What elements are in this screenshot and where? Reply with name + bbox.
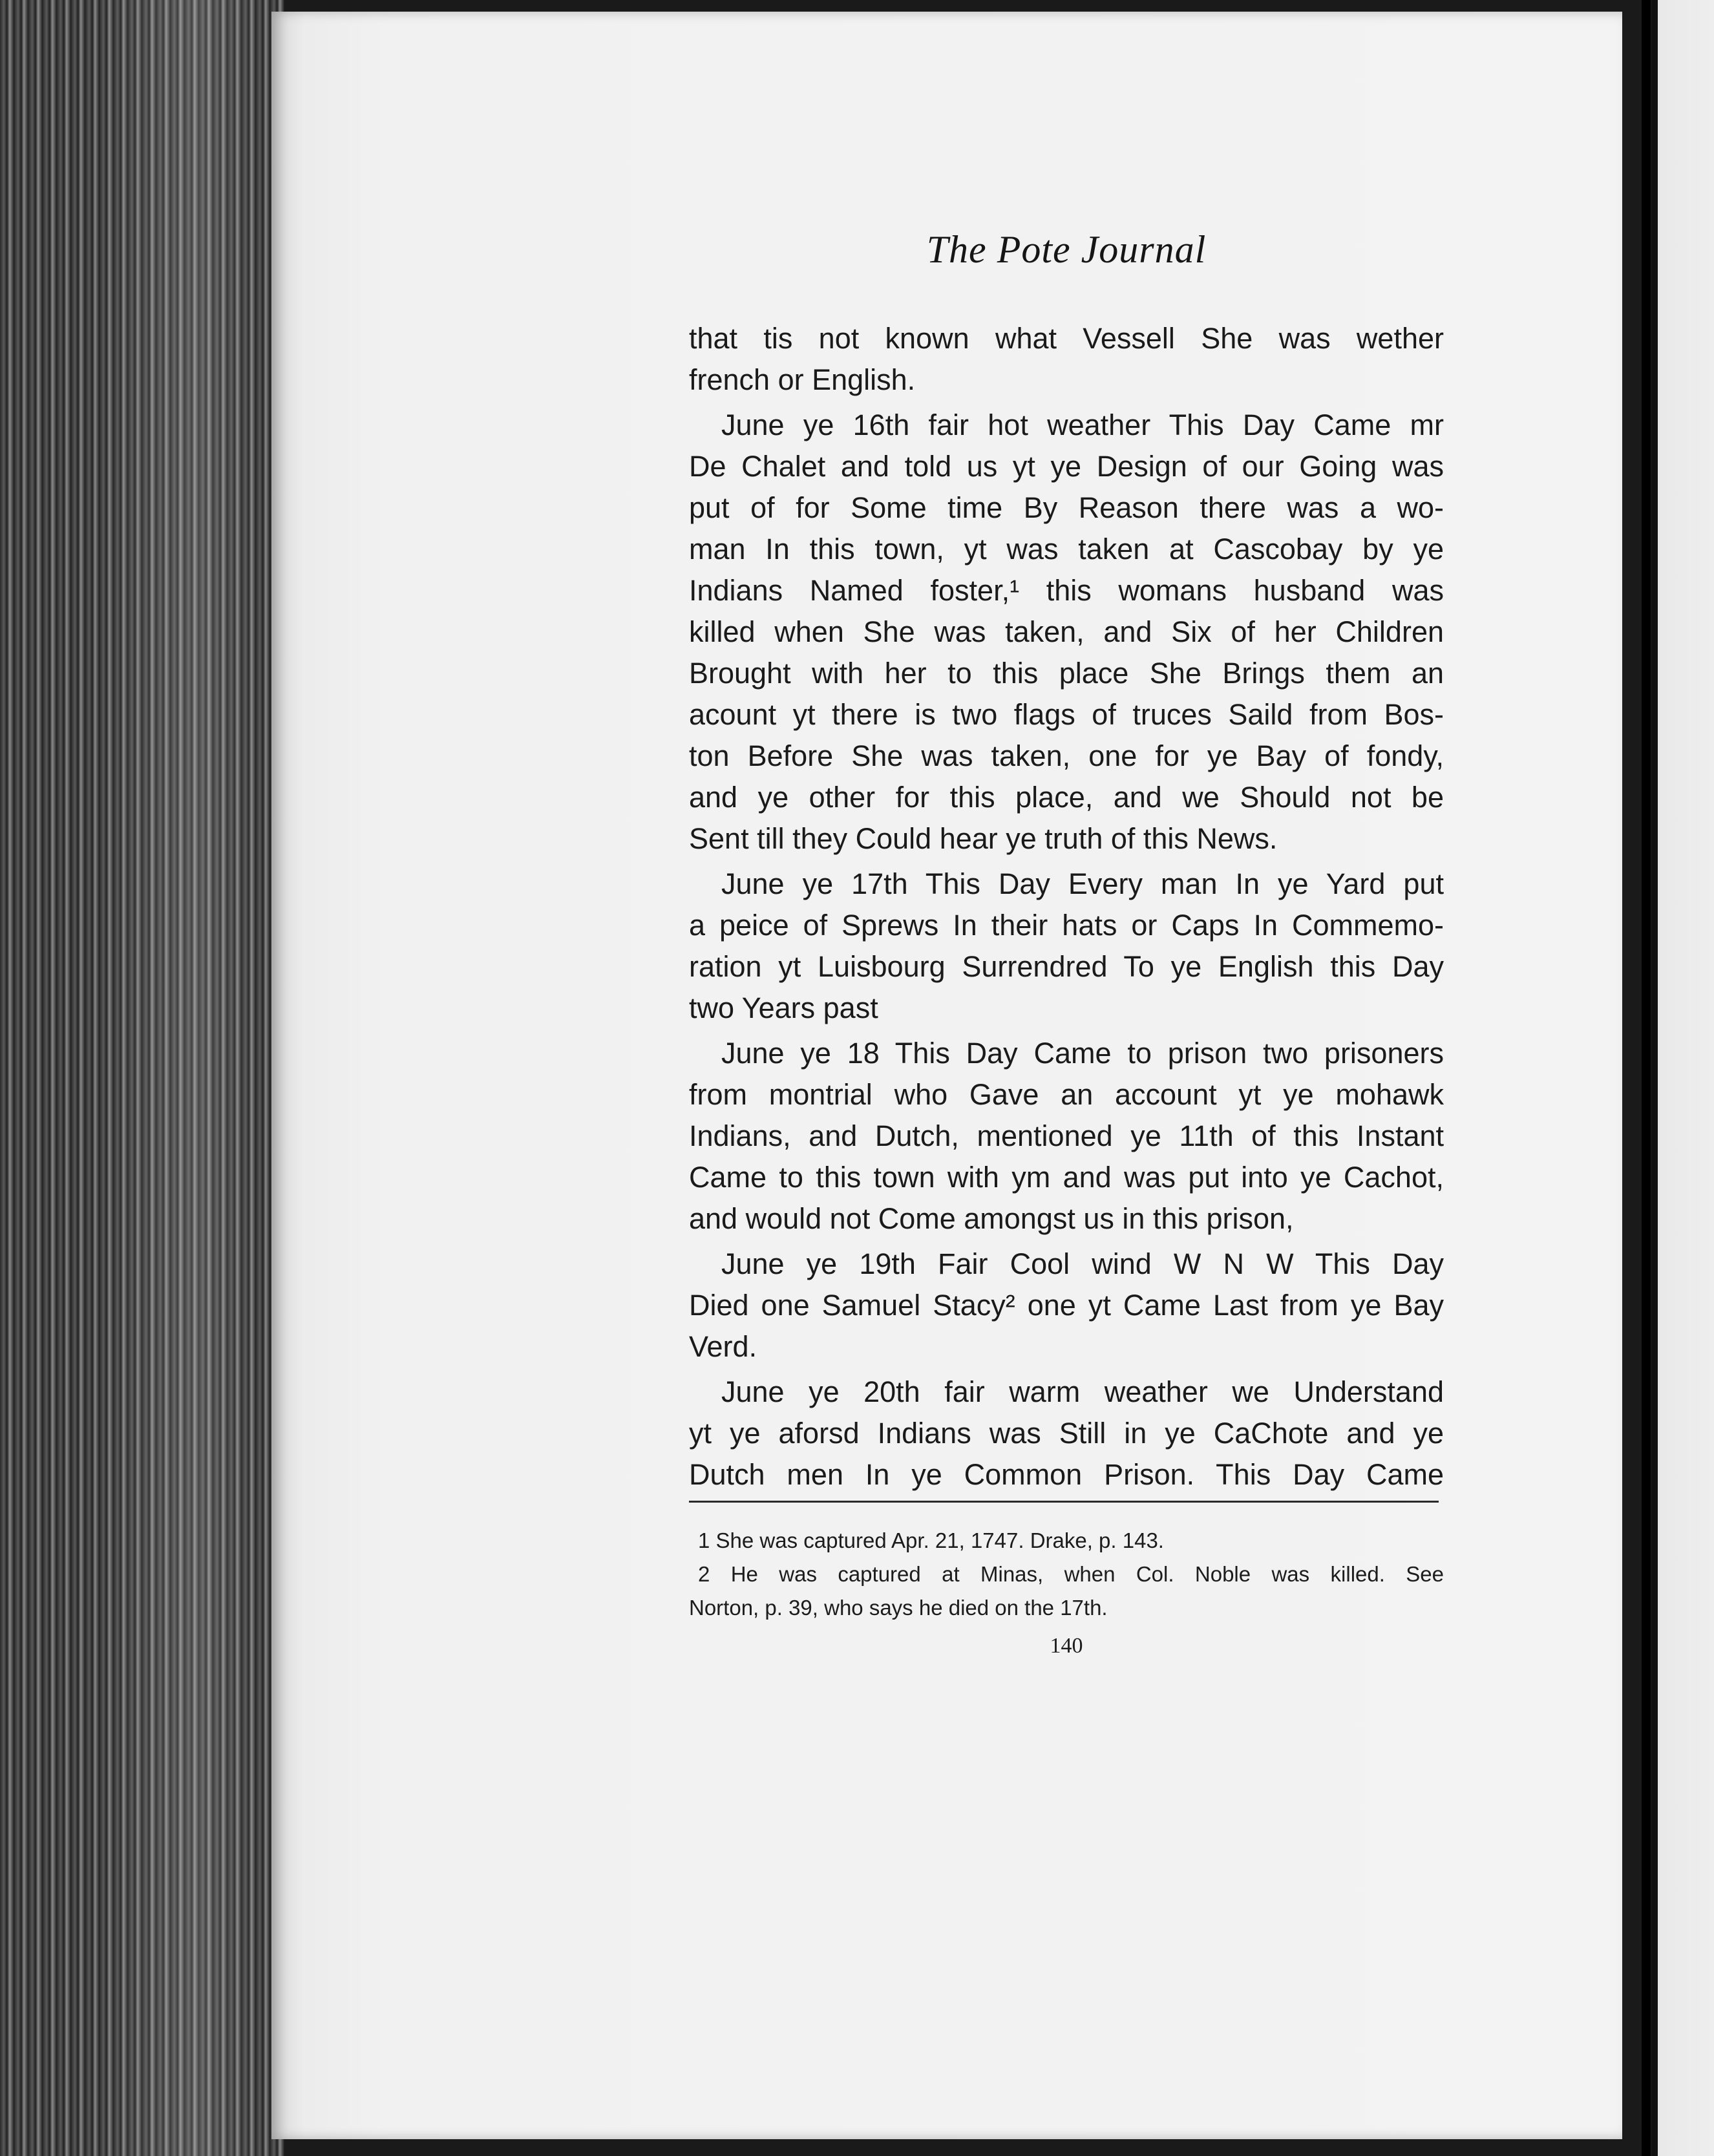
text-line: man In this town, yt was taken at Cascobay by ye [689, 533, 1444, 565]
text-line: June ye 17th This Day Every man In ye Yard put [721, 867, 1444, 900]
running-head: The Pote Journal [926, 228, 1207, 271]
text-line: June ye 19th Fair Cool wind W N W This Day [721, 1247, 1444, 1280]
text-line: acount yt there is two flags of truces Saild from Bos- [689, 698, 1444, 731]
text-line: Indians Named foster,¹ this womans husband was [689, 574, 1444, 607]
text-line: put of for Some time By Reason there was a wo- [689, 491, 1444, 524]
text-line: Dutch men In ye Common Prison. This Day Came [689, 1458, 1444, 1491]
text-line: two Years past [689, 991, 878, 1024]
text-line: that tis not known what Vessell She was wether [689, 322, 1444, 355]
text-line: ration yt Luisbourg Surrendred To ye English this Day [689, 950, 1444, 983]
page-edge-shading [97, 0, 265, 2156]
text-line: June ye 20th fair warm weather we Understand [721, 1375, 1444, 1408]
body-text [689, 318, 1444, 1495]
text-line: June ye 16th fair hot weather This Day Came mr [721, 408, 1444, 441]
text-line: De Chalet and told us yt ye Design of our Going was [689, 450, 1444, 483]
text-line: from montrial who Gave an account yt ye mohawk [689, 1078, 1444, 1111]
text-line: yt ye aforsd Indians was Still in ye CaChote and ye [689, 1417, 1444, 1450]
footnotes [689, 1524, 1444, 1625]
text-line: and ye other for this place, and we Should not be [689, 781, 1444, 814]
footnote-line: Norton, p. 39, who says he died on the 17th. [689, 1596, 1108, 1620]
footnote-line: 1 She was captured Apr. 21, 1747. Drake, p. 143. [698, 1528, 1164, 1552]
text-line: Brought with her to this place She Brings them an [689, 657, 1444, 690]
text-line: and would not Come amongst us in this prison, [689, 1202, 1294, 1235]
text-line: June ye 18 This Day Came to prison two prisoners [721, 1037, 1444, 1070]
page-number: 140 [1050, 1634, 1083, 1658]
text-line: Died one Samuel Stacy² one yt Came Last from ye Bay [689, 1289, 1444, 1322]
footnote-divider [689, 1501, 1439, 1503]
text-line: ton Before She was taken, one for ye Bay of fondy, [689, 739, 1444, 772]
text-line: french or English. [689, 363, 916, 396]
footnote-line: 2 He was captured at Minas, when Col. Noble was killed. See [698, 1562, 1444, 1586]
text-line: Came to this town with ym and was put into ye Cachot, [689, 1161, 1444, 1194]
text-line: Sent till they Could hear ye truth of this News. [689, 822, 1278, 855]
gutter-shadow [1651, 0, 1658, 2156]
text-line: a peice of Sprews In their hats or Caps In Commemo- [689, 909, 1444, 942]
text-line: Indians, and Dutch, mentioned ye 11th of this Instant [689, 1119, 1444, 1152]
text-line: killed when She was taken, and Six of her Children [689, 615, 1444, 648]
text-line: Verd. [689, 1330, 757, 1363]
